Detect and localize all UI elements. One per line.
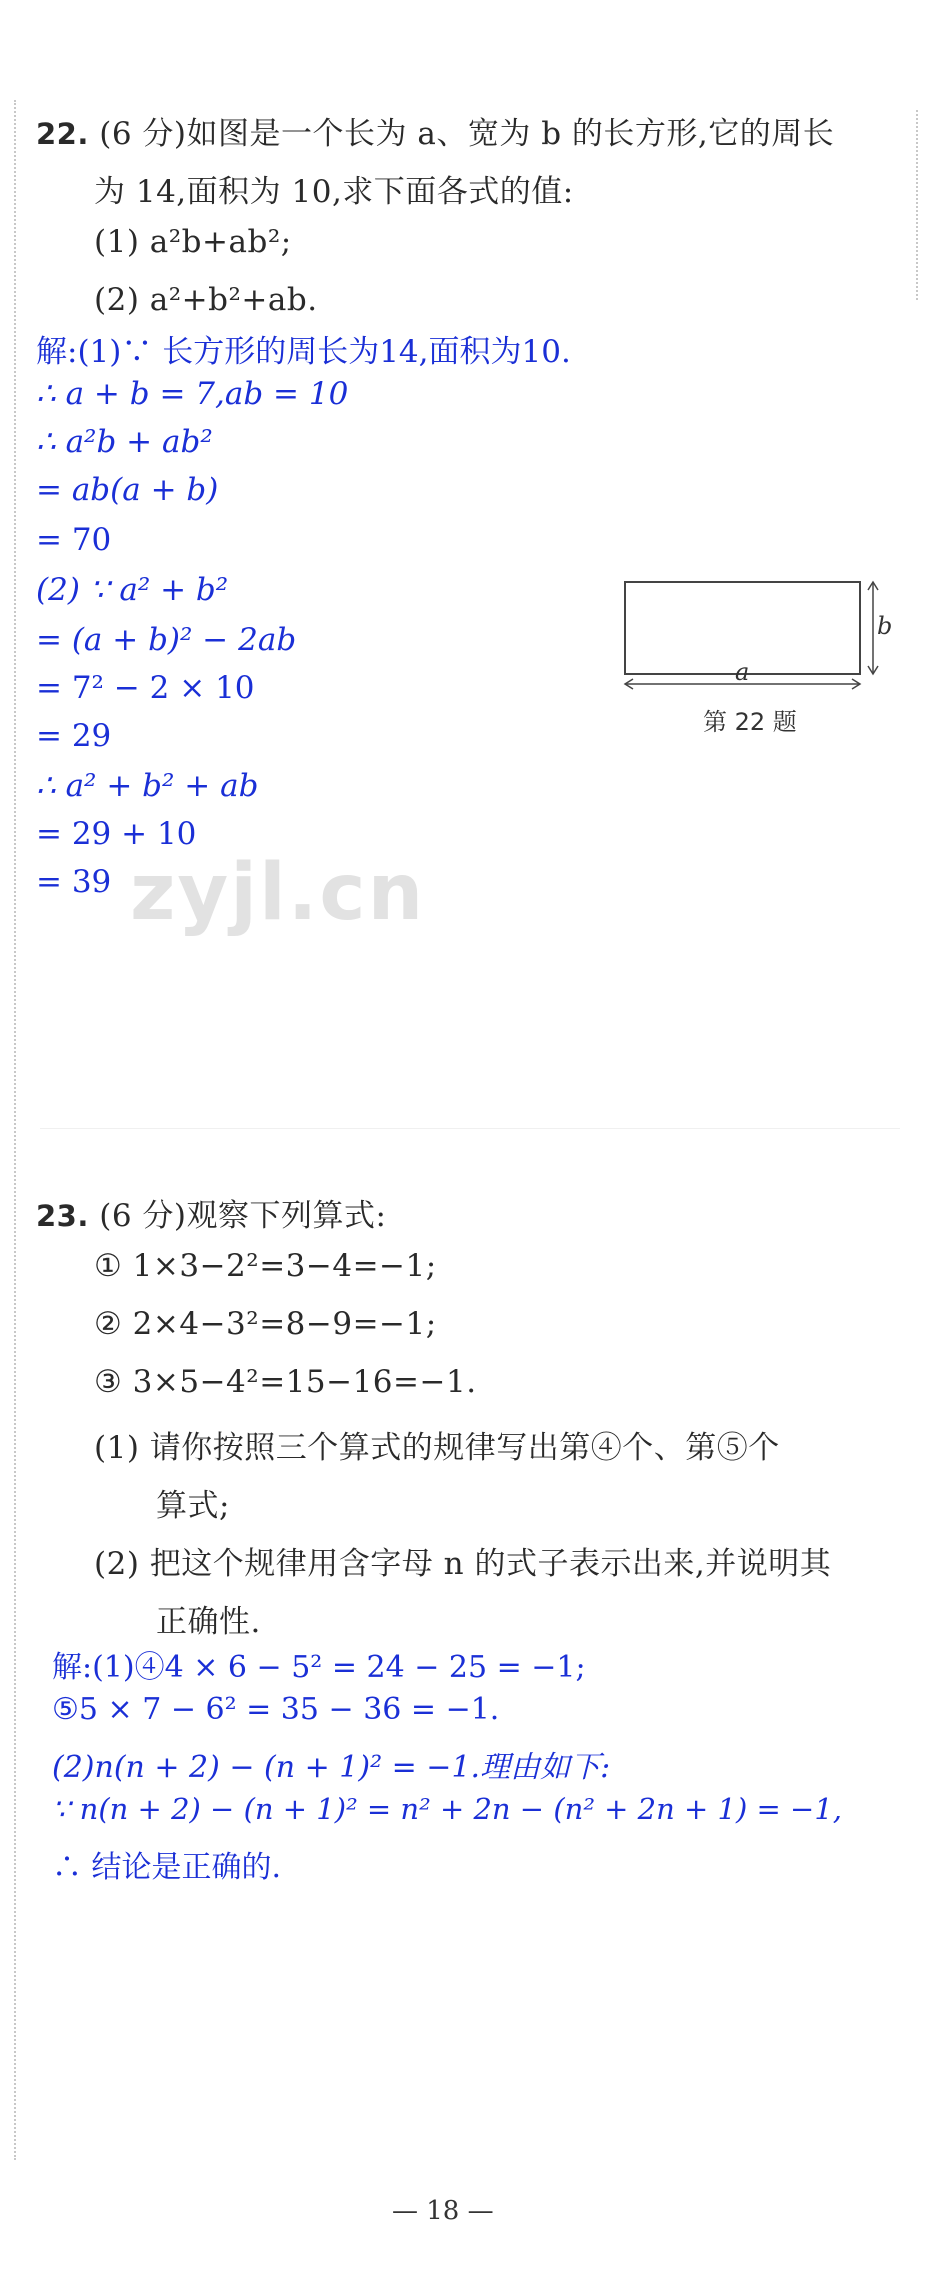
label-a: a — [735, 658, 750, 686]
q22-answer-line-6: (2) ∵ a² + b² — [36, 572, 229, 608]
left-margin-dotted-line — [14, 100, 16, 2160]
q22-answer-line-4: = ab(a + b) — [36, 472, 219, 508]
q23-eq1: ① 1×3−2²=3−4=−1; — [94, 1248, 437, 1284]
q23-eq3: ③ 3×5−4²=15−16=−1. — [94, 1364, 477, 1400]
q23-part1-line1: (1) 请你按照三个算式的规律写出第④个、第⑤个 — [94, 1430, 780, 1466]
q23-eq2: ② 2×4−3²=8−9=−1; — [94, 1306, 437, 1342]
q22-answer-line-8: = 7² − 2 × 10 — [36, 670, 255, 706]
q22-answer-line-2: ∴ a + b = 7,ab = 10 — [36, 376, 349, 412]
q23-intro: (6 分)观察下列算式: — [99, 1198, 387, 1234]
q22-stem-line2: 为 14,面积为 10,求下面各式的值: — [94, 174, 574, 210]
q22-part2: (2) a²+b²+ab. — [94, 282, 318, 318]
q23-answer-line-2: ⑤5 × 7 − 6² = 35 − 36 = −1. — [52, 1692, 500, 1727]
q23-line1 — [36, 1190, 386, 1235]
q22-answer-line-5: = 70 — [36, 522, 112, 558]
q22-answer-line-11: = 29 + 10 — [36, 816, 197, 852]
page-number: — 18 — — [392, 2196, 494, 2226]
q22-stem-line1: (6 分)如图是一个长为 a、宽为 b 的长方形,它的周长 — [99, 116, 835, 152]
q23-answer-line-4: ∵ n(n + 2) − (n + 1)² = n² + 2n − (n² + 2n + 1) = −1, — [52, 1792, 843, 1826]
q23-answer-line-3: (2)n(n + 2) − (n + 1)² = −1.理由如下: — [52, 1750, 611, 1785]
q22-rectangle-figure — [615, 570, 895, 700]
q23-answer-line-1: 解:(1)④4 × 6 − 5² = 24 − 25 = −1; — [52, 1650, 586, 1685]
q23-answer-line-5: ∴ 结论是正确的. — [52, 1850, 282, 1885]
q22-answer-line-7: = (a + b)² − 2ab — [36, 622, 297, 658]
q23-part1-line2: 算式; — [156, 1488, 230, 1524]
q22-number: 22. — [36, 117, 89, 151]
q22-answer-line-12: = 39 — [36, 864, 112, 900]
q22-part1: (1) a²b+ab²; — [94, 224, 292, 260]
q22-answer-line-10: ∴ a² + b² + ab — [36, 768, 259, 804]
right-margin-dotted-line — [916, 110, 918, 300]
q23-part2-line2: 正确性. — [156, 1604, 261, 1640]
q23-number: 23. — [36, 1199, 89, 1233]
q22-answer-line-1: 解:(1)∵ 长方形的周长为14,面积为10. — [36, 334, 571, 370]
q23-part2-line1: (2) 把这个规律用含字母 n 的式子表示出来,并说明其 — [94, 1546, 832, 1582]
q22-answer-line-3: ∴ a²b + ab² — [36, 424, 213, 460]
q22-line1 — [36, 108, 834, 153]
label-b: b — [877, 612, 893, 640]
watermark: zyjl.cn — [130, 848, 426, 938]
figure-caption: 第 22 题 — [703, 708, 797, 736]
section-divider — [40, 1128, 900, 1129]
q22-answer-line-9: = 29 — [36, 718, 112, 754]
